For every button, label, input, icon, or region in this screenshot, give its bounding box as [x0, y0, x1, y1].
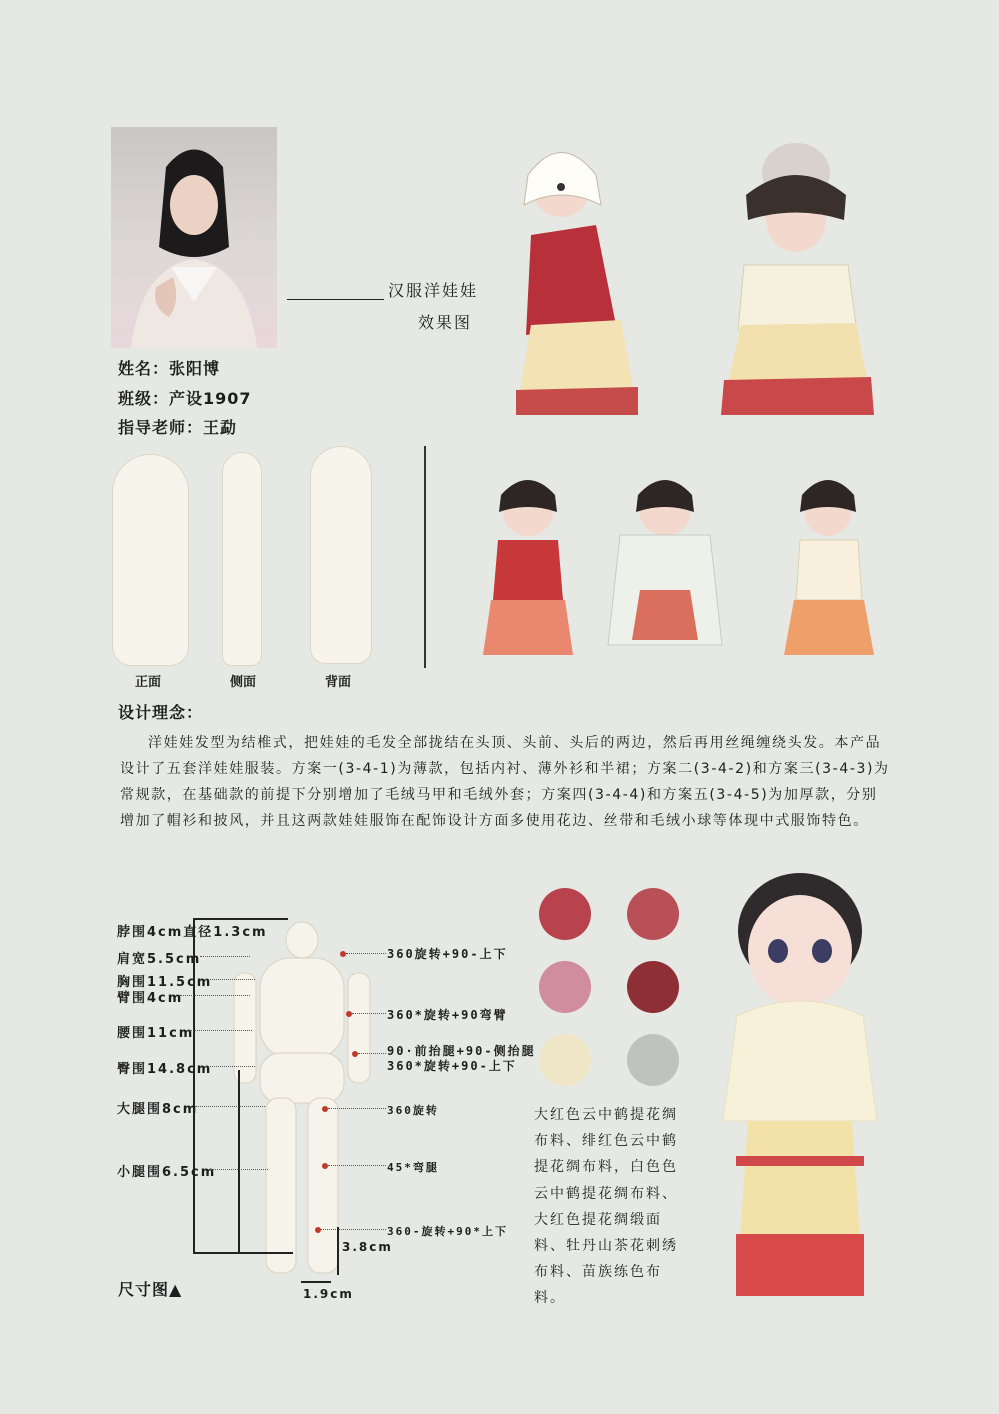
fabric-swatch-crimson-crane [627, 888, 679, 940]
foot-height-bracket [337, 1227, 339, 1275]
rotation-ankle: 360-旋转+90*上下 [387, 1225, 508, 1238]
fabric-swatch-grey [627, 1034, 679, 1086]
joint-marker-elbow [346, 1011, 352, 1017]
measure-shoulder: 肩宽5.5cm [117, 952, 202, 967]
measure-calf-line [210, 1169, 268, 1170]
rotation-thigh: 360旋转 [387, 1104, 439, 1117]
view-label-side: 侧面 [230, 675, 257, 690]
doll-illustration-5 [770, 440, 885, 660]
fabric-swatch-red-satin [627, 961, 679, 1013]
measure-calf: 小腿围6.5cm [117, 1165, 217, 1180]
foot-width: 1.9cm [303, 1287, 354, 1301]
joint-marker-ankle [315, 1227, 321, 1233]
body-side-view [222, 452, 262, 666]
student-photo [111, 127, 277, 348]
view-label-front: 正面 [135, 675, 162, 690]
leg-bracket-line [238, 1070, 240, 1252]
vertical-divider [424, 446, 426, 668]
measure-hip: 臀围14.8cm [117, 1062, 213, 1077]
rotation-shoulder: 360旋转+90-上下 [387, 947, 508, 961]
joint-marker-shoulder [340, 951, 346, 957]
measure-chest-line [205, 979, 255, 980]
measure-chest: 胸围11.5cm [117, 975, 213, 990]
measure-shoulder-line [200, 956, 250, 957]
rotation-line-shoulder [346, 953, 386, 954]
rotation-line-hip [358, 1053, 386, 1054]
measure-waist: 腰围11cm [117, 1026, 195, 1041]
foot-width-bracket [301, 1281, 331, 1283]
doll-illustration-3 [463, 440, 593, 660]
doll-illustration-1 [506, 125, 656, 423]
body-front-view [112, 454, 189, 666]
doll-illustration-2 [716, 125, 881, 423]
rotation-line-thigh [328, 1108, 386, 1109]
student-name: 姓名：张阳博 [118, 359, 221, 378]
doll-3d-render [712, 856, 888, 1301]
fabric-description: 大红色云中鹤提花绸布料、绯红色云中鹤提花绸布料，白色色云中鹤提花绸布料、大红色提花绸缎面料、牡丹山茶花刺绣布料、苗族练色布料。 [534, 1107, 678, 1307]
body-back-view [310, 446, 372, 664]
joint-marker-hip [352, 1051, 358, 1057]
rotation-line-ankle [321, 1229, 386, 1230]
height-bracket-top [193, 918, 288, 920]
measure-hip-line [205, 1066, 255, 1067]
rotation-elbow: 360*旋转+90弯臂 [387, 1008, 508, 1022]
measure-thigh-line [195, 1106, 265, 1107]
rotation-line-elbow [352, 1013, 386, 1014]
student-class: 班级：产设1907 [118, 389, 252, 408]
rotation-knee: 45*弯腿 [387, 1161, 439, 1174]
measure-arm-line [180, 995, 250, 996]
size-chart-label: 尺寸图▲ [118, 1280, 183, 1299]
student-advisor: 指导老师：王勐 [118, 418, 238, 437]
rotation-hip: 360*旋转+90-上下 [387, 1059, 517, 1073]
fabric-swatch-red-crane [539, 888, 591, 940]
measure-arm: 臂围4cm [117, 991, 184, 1006]
rotation-hip-lift: 90·前抬腿+90-侧抬腿 [387, 1044, 536, 1058]
height-bracket-line [193, 918, 195, 1253]
caption-title: 汉服洋娃娃 [388, 281, 479, 300]
foot-height: 3.8cm [342, 1240, 393, 1254]
rotation-line-knee [328, 1165, 386, 1166]
view-label-back: 背面 [325, 675, 352, 690]
measure-thigh: 大腿围8cm [117, 1102, 199, 1117]
caption-connector-line [287, 299, 384, 300]
fabric-swatch-pink-floral [539, 961, 591, 1013]
fabric-swatch-cream [539, 1034, 591, 1086]
joint-marker-knee [322, 1163, 328, 1169]
joint-marker-thigh [322, 1106, 328, 1112]
measure-waist-line [187, 1030, 252, 1031]
design-concept-paragraph: 洋娃娃发型为结椎式，把娃娃的毛发全部拢结在头顶、头前、头后的两边，然后再用丝绳缠绕头发。本产品设计了五套洋娃娃服装。方案一(3-4-1)为薄款，包括内衬、薄外衫和半裙；方案二(3-4-2)和方案三(3-4-3)为常规款，在基础款的前提下分别增加了毛绒马甲和毛绒外套；方案四(3-4-4)和方案五(3-4-5)为加厚款，分别增加了帽衫和披风，并且这两款娃娃服饰在配饰设计方面多使用花边、丝带和毛绒小球等体现中式服饰特色。 [120, 735, 890, 829]
height-bracket-base [193, 1252, 293, 1254]
measure-neck: 脖围4cm直径1.3cm [117, 925, 268, 940]
doll-illustration-4 [600, 440, 730, 660]
caption-subtitle: 效果图 [418, 313, 473, 332]
design-concept-title: 设计理念： [118, 703, 204, 722]
